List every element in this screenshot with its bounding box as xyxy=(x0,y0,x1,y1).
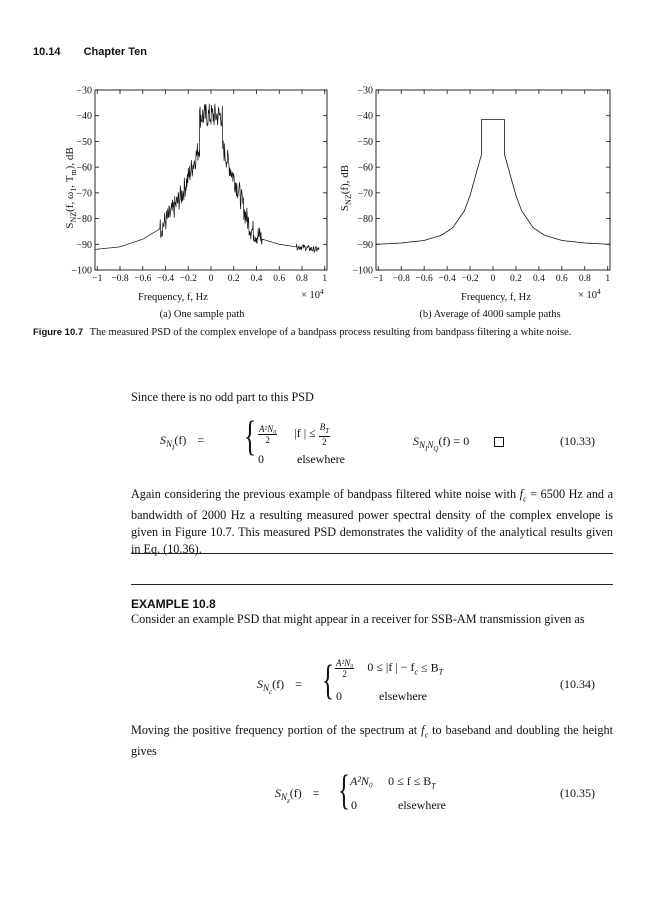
example-heading: EXAMPLE 10.8 xyxy=(131,597,216,611)
plot-frame xyxy=(376,90,610,270)
x-tick-label: 0.6 xyxy=(555,274,568,284)
y-tick-label: −30 xyxy=(357,85,373,97)
x-tick-label: −0.4 xyxy=(156,274,175,284)
y-tick-label: −100 xyxy=(71,265,92,277)
x-tick-label: 1 xyxy=(322,274,328,284)
x-tick-label: −0.8 xyxy=(111,274,129,284)
y-tick-label: −100 xyxy=(352,265,373,277)
x-tick-label: −0.8 xyxy=(392,274,410,284)
end-of-proof-box xyxy=(494,437,504,447)
y-tick-label: −80 xyxy=(357,214,373,226)
equation-10-33-case2: 0 elsewhere xyxy=(258,452,345,466)
paragraph-analysis: Again considering the previous example of bandpass filtered white noise with $f_c = 6500$ Hz and a bandwidth of 2000 Hz a resulting measured power spectral density of the complex envelope is given in Figure 10.7. This measured PSD demonstrates the validity of the analytical results given in Eq. (10.36). xyxy=(131,487,613,557)
equation-10-35-case2: 0 elsewhere xyxy=(351,798,446,812)
ylabel-a-text: $S_{NZ}(f$, $\omega_1$, $T_m$), dB xyxy=(64,147,78,229)
y-tick-label: −70 xyxy=(76,188,92,200)
x-tick-label: 0 xyxy=(208,274,214,284)
equation-10-33-rhs: $S_{N_IN_Q}(f) = 0$ xyxy=(413,434,504,453)
equation-number-10-35: (10.35) xyxy=(560,786,595,800)
x-tick-label: 0.6 xyxy=(273,274,286,284)
series-line xyxy=(376,120,610,245)
equation-10-33-brace: { xyxy=(244,414,257,460)
x-tick-label: 0.8 xyxy=(296,274,308,284)
equation-10-34-case2: 0 elsewhere xyxy=(336,689,427,703)
ylabel-b-text: $S_{NZ}(f)$, dB xyxy=(339,164,353,212)
paragraph-intro: Since there is no odd part to this PSD xyxy=(131,390,314,404)
xlabel-a: Frequency, f, Hz xyxy=(138,292,208,303)
divider-example xyxy=(131,584,613,585)
equation-10-34-lhs: $S_{N_c}(f)$ = xyxy=(257,677,302,697)
x-tick-label: 0 xyxy=(490,274,496,284)
subtitle-a: (a) One sample path xyxy=(159,309,245,320)
equation-10-34-brace: { xyxy=(322,658,335,704)
y-tick-label: −90 xyxy=(357,239,373,251)
x-tick-label: 0.2 xyxy=(510,274,522,284)
subtitle-b: (b) Average of 4000 sample paths xyxy=(419,309,561,320)
equation-10-35-lhs: $S_{N_z}(f)$ = xyxy=(275,786,320,806)
y-tick-label: −40 xyxy=(76,111,92,123)
xlabel-b: Frequency, f, Hz xyxy=(461,292,531,303)
series-line xyxy=(95,104,319,253)
paragraph-baseband: Moving the positive frequency portion of the spectrum at $f_c$ to baseband and doubling the height gives xyxy=(131,723,613,759)
y-tick-label: −60 xyxy=(357,162,373,174)
y-tick-label: −60 xyxy=(76,162,92,174)
equation-10-33-case1: $\frac{\text{A²N₀}}{2}$ |f | ≤ $\frac{B_T}{2}$ xyxy=(259,422,330,447)
x-tick-label: −0.6 xyxy=(415,274,433,284)
y-tick-label: −30 xyxy=(76,85,92,97)
figure-b-chart xyxy=(326,80,626,325)
figure-caption-text: The measured PSD of the complex envelope of a bandpass process resulting from bandpass filtering a white noise. xyxy=(89,327,572,338)
x-tick-label: −0.6 xyxy=(134,274,152,284)
equation-number-10-33: (10.33) xyxy=(560,434,595,448)
example-text: Consider an example PSD that might appear in a receiver for SSB-AM transmission given as xyxy=(131,612,585,626)
x-tick-label: −1 xyxy=(92,274,103,284)
x-tick-label: −0.2 xyxy=(461,274,479,284)
x-tick-label: 1 xyxy=(605,274,611,284)
multiplier-a: × $10^4$ xyxy=(301,287,324,301)
x-tick-label: 0.8 xyxy=(578,274,591,284)
equation-10-35-case1: A²N₀ $0 \le f \le B_T$ xyxy=(350,774,436,791)
y-tick-label: −90 xyxy=(76,239,92,251)
x-tick-label: 0.4 xyxy=(532,274,545,284)
y-tick-label: −50 xyxy=(76,136,92,148)
page-number: 10.14 xyxy=(33,46,61,58)
y-tick-label: −80 xyxy=(76,214,92,226)
series-line-b xyxy=(376,120,610,245)
equation-10-35-brace: { xyxy=(338,768,351,814)
equation-10-33-lhs: $S_{N_I}(f)$ = xyxy=(160,433,205,453)
chapter-title: Chapter Ten xyxy=(83,46,147,58)
multiplier-b: × $10^4$ xyxy=(578,287,601,301)
ylabel-b xyxy=(339,165,353,211)
x-tick-label: −0.2 xyxy=(179,274,197,284)
y-tick-label: −50 xyxy=(357,136,373,148)
figure-caption xyxy=(33,326,621,340)
y-tick-label: −40 xyxy=(357,111,373,123)
x-tick-label: 0.2 xyxy=(227,274,240,284)
x-tick-label: 0.4 xyxy=(250,274,263,284)
x-tick-label: −1 xyxy=(373,274,384,284)
x-tick-label: −0.4 xyxy=(438,274,456,284)
axes-b xyxy=(352,86,610,285)
y-tick-label: −70 xyxy=(357,188,373,200)
equation-10-34-case1: $\frac{\text{A²N₀}}{2}$ 0 ≤ |f | − $f_c \le B_T$ xyxy=(336,658,444,679)
series-line-a xyxy=(95,104,319,253)
divider-top xyxy=(131,553,613,554)
running-head xyxy=(33,46,147,58)
equation-number-10-34: (10.34) xyxy=(560,677,595,691)
figure-a-chart xyxy=(33,80,333,325)
figure-label: Figure 10.7 xyxy=(33,327,84,338)
